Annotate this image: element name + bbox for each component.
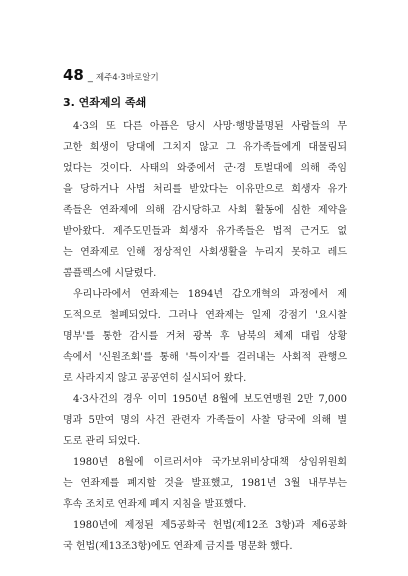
text-line: 후속 조치로 연좌제 폐지 지침을 발표했다.	[63, 499, 247, 510]
paragraph-2	[63, 284, 347, 389]
page-number: 48	[63, 66, 84, 84]
paragraph-3	[63, 389, 347, 452]
text-line: 도로 관리 되었다.	[63, 436, 141, 447]
text-line: 명과 5만여 명의 사건 관련자 가족들이 사찰 당국에 의해 별	[63, 415, 347, 426]
text-line: 족들은 연좌제에 의해 감시당하고 사회 활동에 심한 제약을	[63, 205, 347, 216]
text-line: 는 연좌제로 인해 정상적인 사회생활을 누리지 못하고 레드	[63, 247, 347, 258]
text-line: 우리나라에서 연좌제는 1894년 갑오개혁의 과정에서 제	[73, 289, 347, 300]
text-line: 을 당하거나 사법 처리를 받았다는 이유만으로 희생자 유가	[63, 184, 347, 195]
text-line: 1980년에 제정된 제5공화국 헌법(제12조 3항)과 제6공화	[73, 520, 347, 531]
running-title: 제주4·3바로알기	[95, 73, 159, 83]
paragraph-4	[63, 452, 347, 515]
text-line: 4·3사건의 경우 이미 1950년 8월에 보도연맹원 2만 7,000	[73, 394, 347, 405]
text-line: 명부'를 통한 감시를 거쳐 광복 후 남북의 체제 대립 상황	[63, 331, 347, 342]
text-line: 로 사라지지 않고 공공연히 실시되어 왔다.	[63, 373, 247, 384]
text-line: 고한 희생이 당대에 그치지 않고 그 유가족들에게 대물림되	[63, 142, 347, 153]
header-separator: _	[87, 72, 93, 83]
text-line: 는 연좌제를 폐지할 것을 발표했고, 1981년 3월 내무부는	[63, 478, 347, 489]
page-header	[63, 66, 159, 84]
text-line: 콤플렉스에 시달렸다.	[63, 268, 157, 279]
text-line: 국 헌법(제13조3항)에도 연좌제 금지를 명문화 했다.	[63, 541, 293, 552]
text-line: 도적으로 철폐되었다. 그러나 연좌제는 일제 강점기 '요시찰	[63, 310, 347, 321]
paragraph-1	[63, 116, 347, 284]
text-line: 1980년 8월에 이르러서야 국가보위비상대책 상임위원회	[73, 457, 347, 468]
text-line: 4·3의 또 다른 아픔은 당시 사망·행방불명된 사람들의 무	[73, 121, 347, 132]
body-text	[63, 116, 347, 557]
text-line: 었다는 것이다. 사태의 와중에서 군·경 토벌대에 의해 죽임	[63, 163, 347, 174]
section-title: 3. 연좌제의 족쇄	[63, 96, 147, 109]
text-line: 속에서 '신원조회'를 통해 '특이자'를 걸러내는 사회적 관행으	[63, 352, 347, 363]
paragraph-5	[63, 515, 347, 557]
text-line: 받아왔다. 제주도민들과 희생자 유가족들은 법적 근거도 없	[63, 226, 347, 237]
